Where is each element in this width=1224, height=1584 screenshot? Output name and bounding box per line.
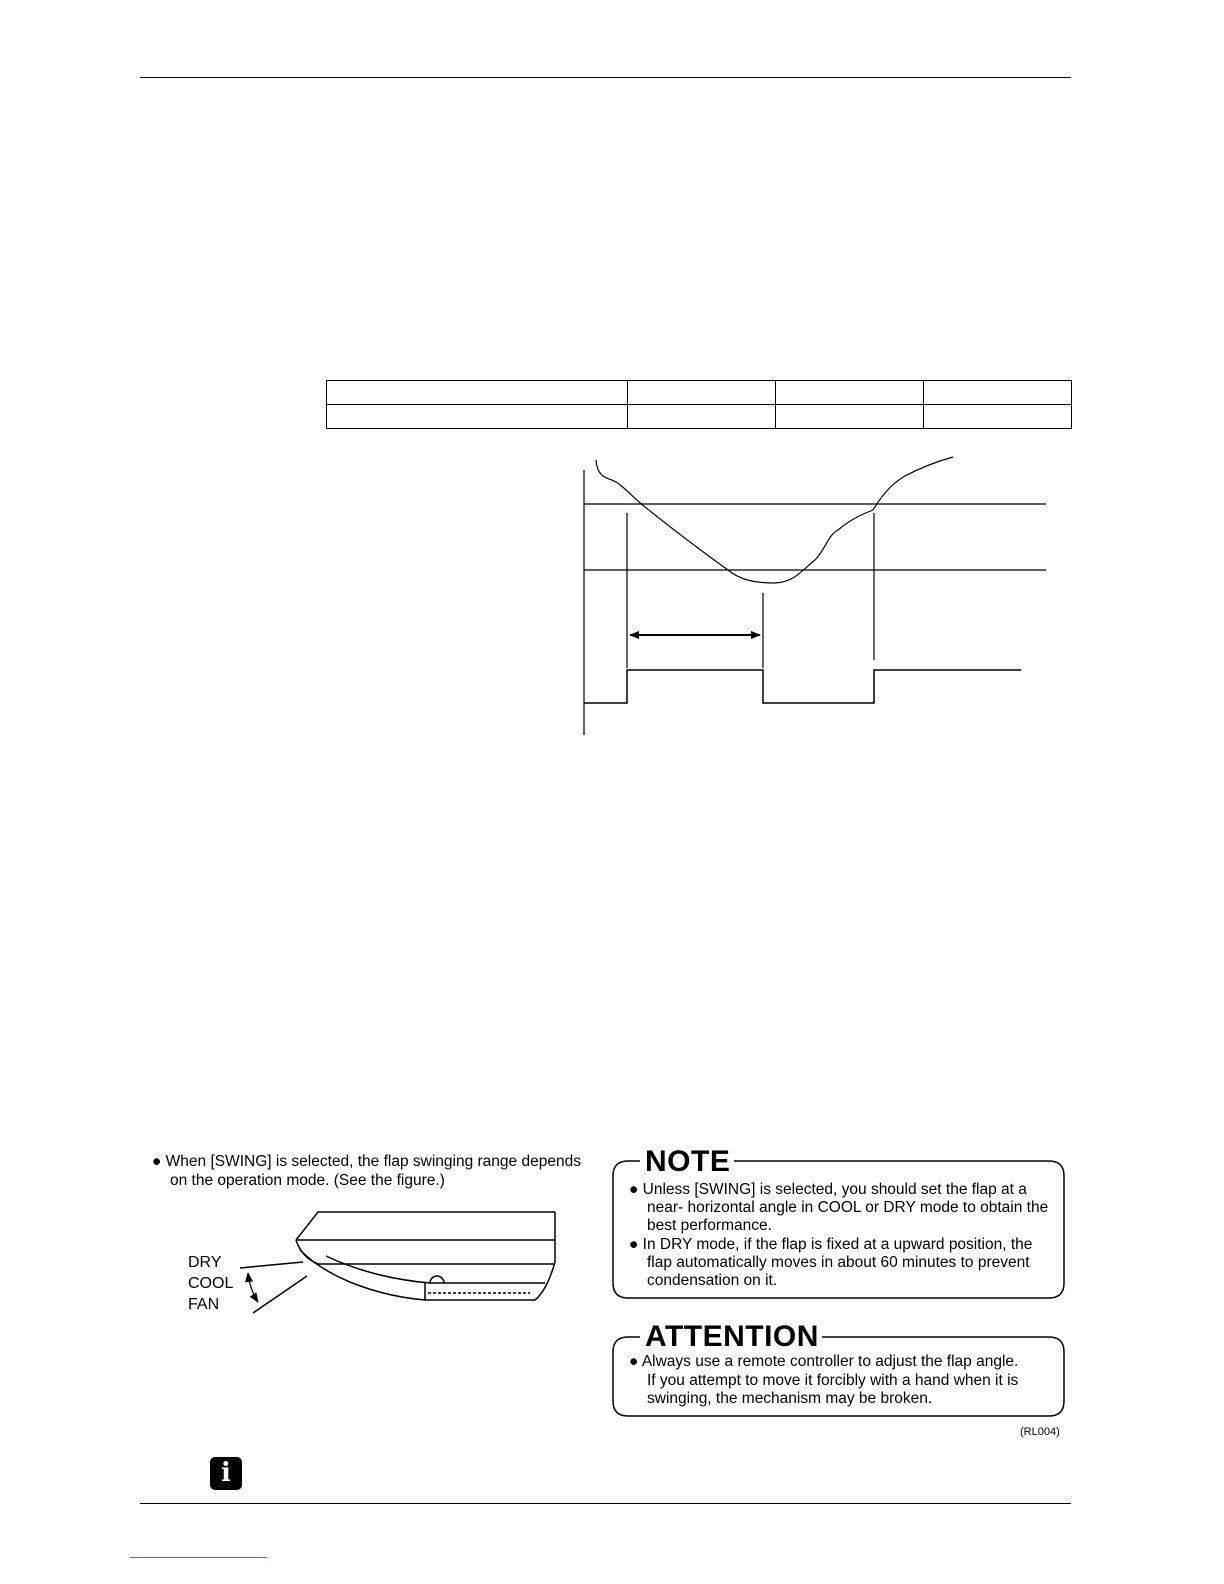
- swing-range-arc: [248, 1273, 258, 1302]
- note-line: ● Unless [SWING] is selected, you should set the flap at a: [629, 1181, 1027, 1198]
- info-icon: i: [210, 1457, 242, 1490]
- note-heading: NOTE: [642, 1147, 733, 1177]
- flap-unit-illustration: [240, 1212, 555, 1313]
- fan-leader: [253, 1276, 307, 1313]
- unit-top-face: [296, 1212, 555, 1240]
- mode-label-fan: FAN: [188, 1296, 220, 1313]
- footer-rule: [140, 1503, 1071, 1504]
- attention-line: If you attempt to move it forcibly with a hand when it is: [647, 1372, 1019, 1389]
- attention-line: ● Always use a remote controller to adjust the flap angle.: [629, 1353, 1019, 1370]
- note-line: condensation on it.: [647, 1272, 778, 1289]
- attention-line: swinging, the mechanism may be broken.: [647, 1390, 933, 1407]
- mode-label-dry: DRY: [188, 1254, 222, 1271]
- swing-note-line-1: ● When [SWING] is selected, the flap swinging range depends: [152, 1153, 581, 1170]
- mode-label-cool: COOL: [188, 1275, 234, 1292]
- timing-diagram: [584, 457, 1046, 735]
- output-signal: [584, 670, 1021, 703]
- note-line: flap automatically moves in about 60 minutes to prevent: [647, 1254, 1030, 1271]
- flap-inner-line: [326, 1256, 545, 1283]
- note-line: ● In DRY mode, if the flap is fixed at a upward position, the: [629, 1236, 1033, 1253]
- attention-heading: ATTENTION: [642, 1322, 822, 1352]
- flap-knob: [430, 1276, 444, 1283]
- flap-panel: [300, 1250, 555, 1300]
- figure-code: (RL004): [1020, 1426, 1060, 1438]
- note-line: near- horizontal angle in COOL or DRY mode to obtain the: [647, 1199, 1049, 1216]
- swing-note-line-2: on the operation mode. (See the figure.): [170, 1172, 445, 1189]
- temperature-curve: [596, 457, 953, 583]
- note-line: best performance.: [647, 1217, 772, 1234]
- dry-leader: [240, 1262, 303, 1268]
- footer-link-underline[interactable]: [130, 1557, 267, 1558]
